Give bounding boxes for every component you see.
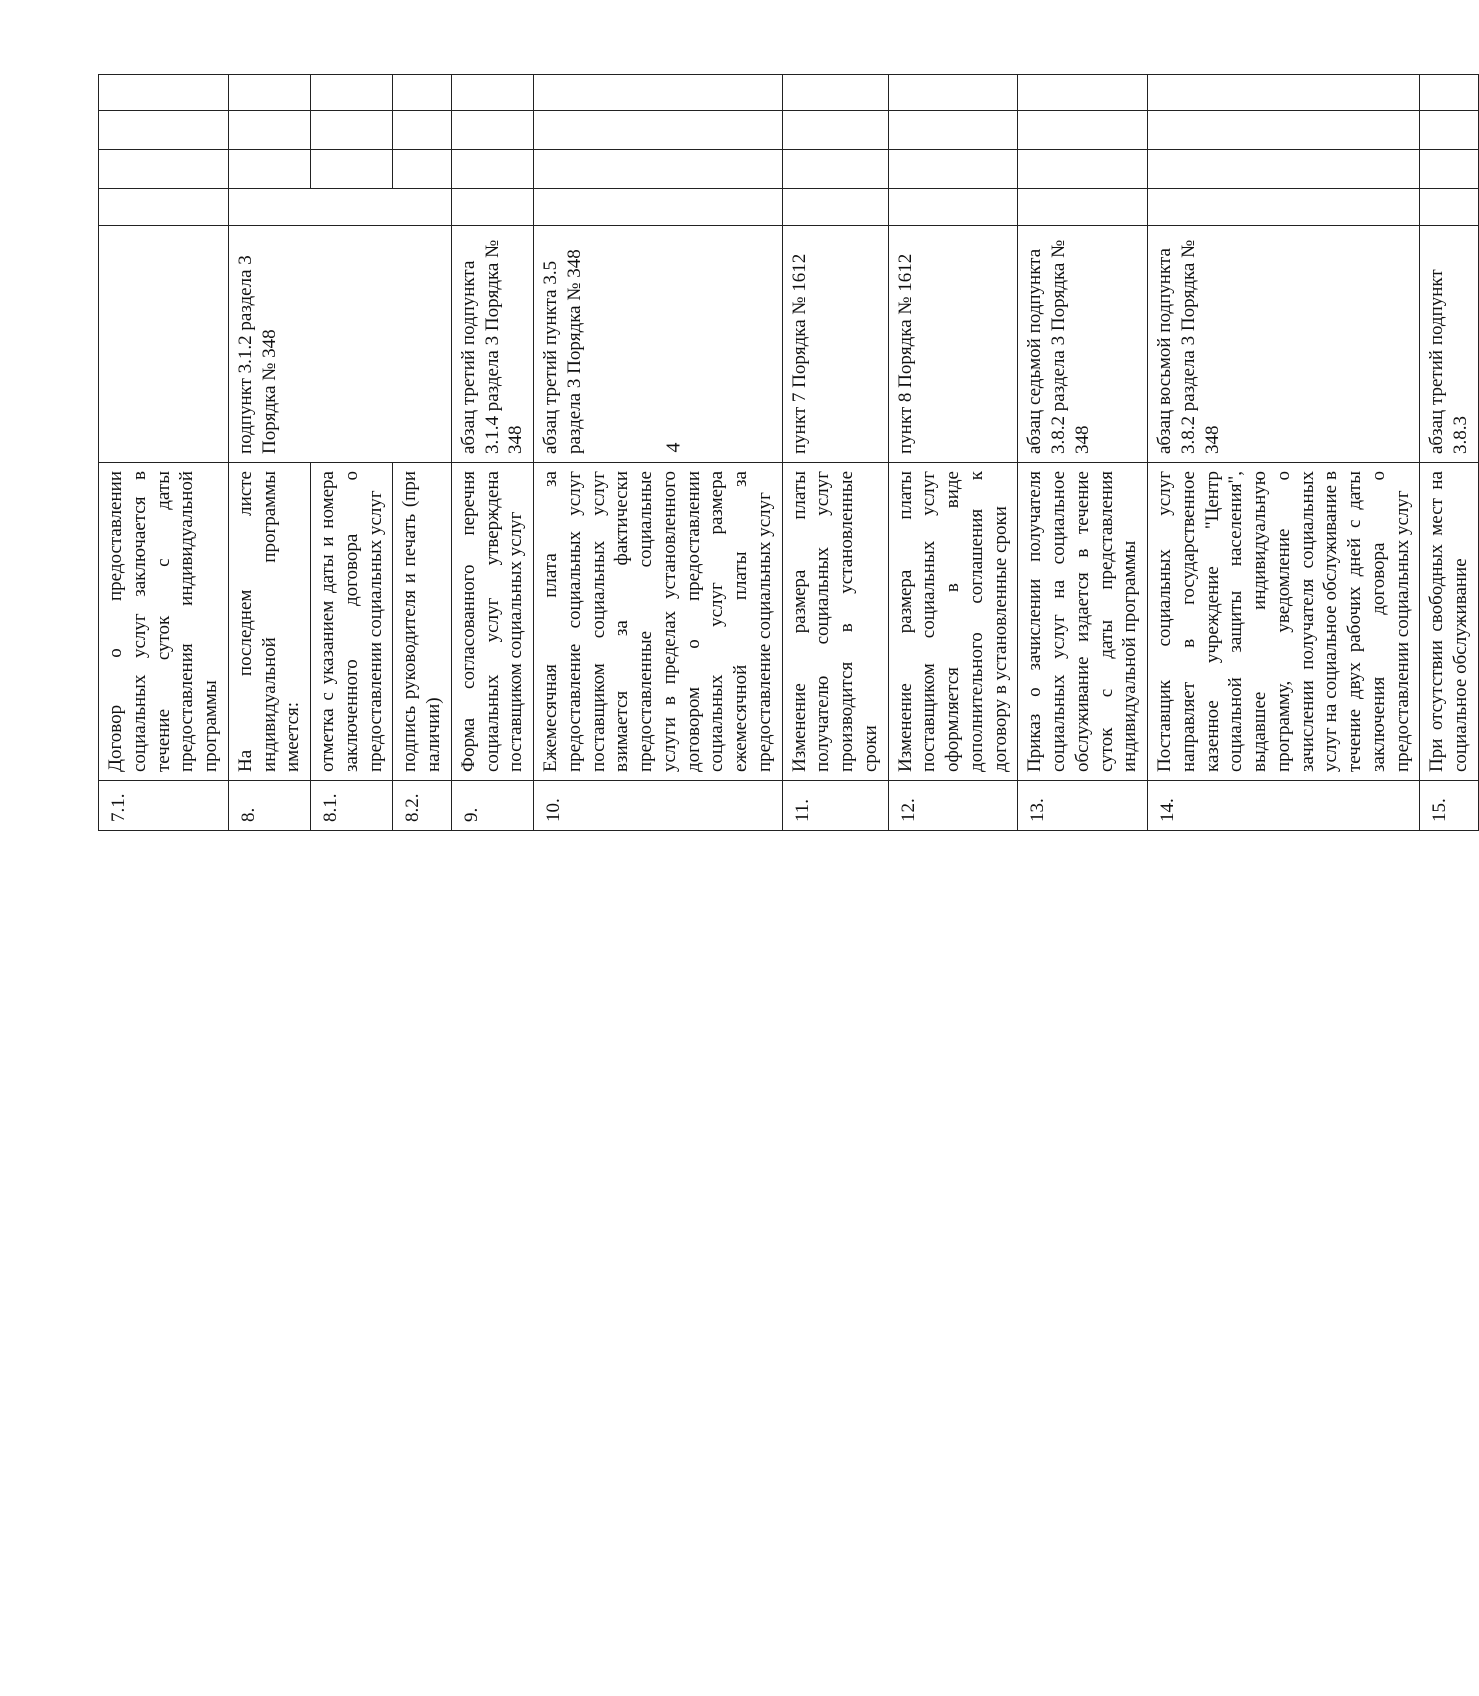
answer-cell <box>99 75 229 111</box>
answer-cell <box>782 111 888 150</box>
row-description: Ежемесячная плата за предоставление социальных услуг поставщиком социальных услуг взимается за фактически предоставленные социальные услуги в пределах установленного договором о предоставлении социальных услуг размера ежемесячной платы за предоставление социальных услуг <box>534 463 783 781</box>
answer-cell <box>393 150 452 189</box>
answer-cell <box>451 150 533 189</box>
row-description: подпись руководителя и печать (при наличии) <box>393 463 452 781</box>
answer-cell <box>393 75 452 111</box>
answer-cell <box>99 111 229 150</box>
answer-cell <box>534 111 783 150</box>
row-number: 15. <box>1420 781 1479 831</box>
answer-cell <box>1148 150 1420 189</box>
row-reference: подпункт 3.1.2 раздела 3 Порядка № 348 <box>228 226 451 463</box>
answer-cell <box>228 111 310 150</box>
answer-cell <box>782 75 888 111</box>
answer-cell <box>1018 111 1148 150</box>
row-description: Договор о предоставлении социальных услуг заключается в течение суток с даты предоставления индивидуальной программы <box>99 463 229 781</box>
answer-cell <box>1420 111 1479 150</box>
row-number: 8.1. <box>311 781 393 831</box>
answer-cell <box>888 189 1018 226</box>
row-number: 7.1. <box>99 781 229 831</box>
row-number: 9. <box>451 781 533 831</box>
answer-cell <box>1018 189 1148 226</box>
row-description: Форма согласованного перечня социальных услуг утверждена поставщиком социальных услуг <box>451 463 533 781</box>
row-reference: абзац восьмой подпункта 3.8.2 раздела 3 Порядка № 348 <box>1148 226 1420 463</box>
answer-cell <box>451 75 533 111</box>
answer-cell <box>311 150 393 189</box>
answer-cell <box>888 150 1018 189</box>
answer-cell <box>1148 189 1420 226</box>
answer-cell <box>782 150 888 189</box>
row-number: 13. <box>1018 781 1148 831</box>
row-reference: пункт 8 Порядка № 1612 <box>888 226 1018 463</box>
row-reference: пункт 7 Порядка № 1612 <box>782 226 888 463</box>
table-row <box>782 75 888 831</box>
answer-cell <box>782 189 888 226</box>
row-description: На последнем листе индивидуальной программы имеется: <box>228 463 310 781</box>
table-row <box>451 75 533 831</box>
answer-cell <box>1148 111 1420 150</box>
table-row <box>228 75 310 831</box>
row-number: 10. <box>534 781 783 831</box>
table-row <box>1148 75 1420 831</box>
answer-cell <box>888 111 1018 150</box>
row-reference: абзац седьмой подпункта 3.8.2 раздела 3 Порядка № 348 <box>1018 226 1148 463</box>
table-row <box>888 75 1018 831</box>
checklist-table <box>98 74 1479 831</box>
answer-cell <box>888 75 1018 111</box>
row-description: Поставщик социальных услуг направляет в государственное казенное учреждение "Центр социальной защиты населения", выдавшее индивидуальную программу, уведомление о зачислении получателя социальных услуг на социальное обслуживание в течение двух рабочих дней с даты заключения договора о предоставлении социальных услуг <box>1148 463 1420 781</box>
answer-cell <box>1148 75 1420 111</box>
answer-cell <box>311 75 393 111</box>
row-description: Приказ о зачислении получателя социальных услуг на социальное обслуживание издается в течение суток с даты представления индивидуальной программы <box>1018 463 1148 781</box>
row-description: Изменение размера платы поставщиком социальных услуг оформляется в виде дополнительного соглашения к договору в установленные сроки <box>888 463 1018 781</box>
table-row <box>1018 75 1148 831</box>
row-number: 12. <box>888 781 1018 831</box>
row-reference: абзац третий пункта 3.5 раздела 3 Порядка № 348 <box>534 226 783 463</box>
row-number: 8. <box>228 781 310 831</box>
answer-cell <box>1018 150 1148 189</box>
answer-cell <box>1420 150 1479 189</box>
table-row <box>1420 75 1479 831</box>
answer-cell <box>1420 75 1479 111</box>
answer-cell <box>99 150 229 189</box>
answer-cell <box>534 150 783 189</box>
row-number: 14. <box>1148 781 1420 831</box>
row-description: отметка с указанием даты и номера заключенного договора о предоставлении социальных услуг <box>311 463 393 781</box>
answer-cell <box>99 189 229 226</box>
row-number: 11. <box>782 781 888 831</box>
answer-cell <box>534 189 783 226</box>
answer-cell <box>228 75 310 111</box>
answer-cell <box>534 75 783 111</box>
answer-cell <box>451 189 533 226</box>
answer-cell <box>1018 75 1148 111</box>
answer-cell <box>311 111 393 150</box>
row-reference <box>99 226 229 463</box>
row-reference: абзац третий подпункт 3.8.3 <box>1420 226 1479 463</box>
row-description: Изменение размера платы получателю социальных услуг производится в установленные сроки <box>782 463 888 781</box>
row-reference: абзац третий подпункта 3.1.4 раздела 3 Порядка № 348 <box>451 226 533 463</box>
answer-cell <box>1420 189 1479 226</box>
answer-cell <box>228 189 451 226</box>
answer-cell <box>451 111 533 150</box>
answer-cell <box>228 150 310 189</box>
table-row <box>534 75 783 831</box>
table-row <box>99 75 229 831</box>
row-description: При отсутствии свободных мест на социальное обслуживание <box>1420 463 1479 781</box>
answer-cell <box>393 111 452 150</box>
row-number: 8.2. <box>393 781 452 831</box>
page-number: 4 <box>662 442 685 453</box>
